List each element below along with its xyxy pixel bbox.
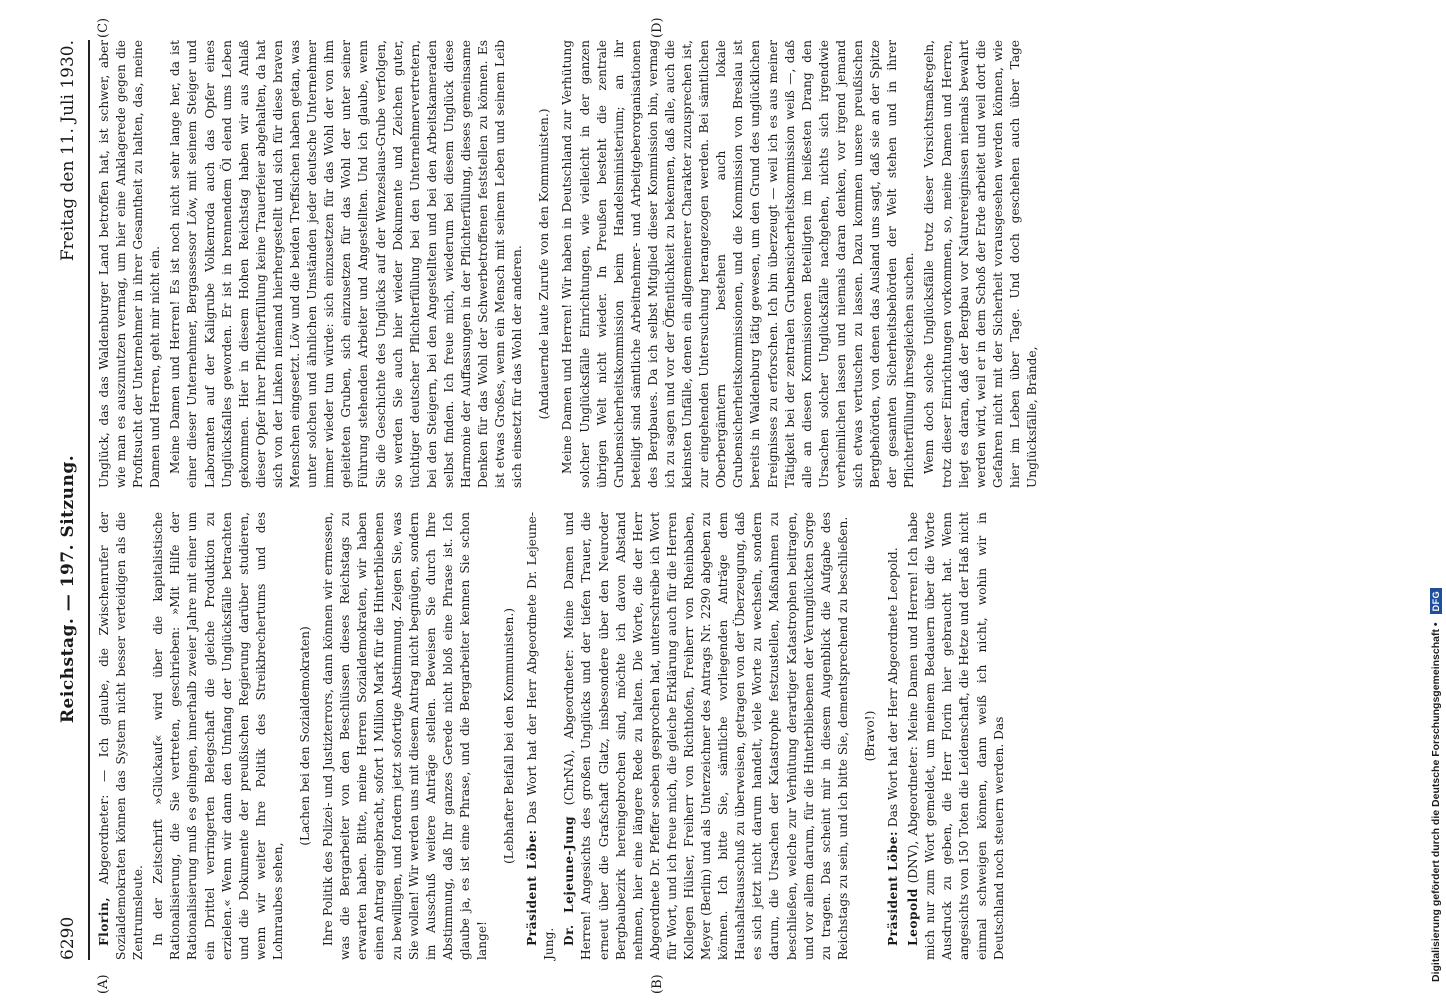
speaker-role: Abgeordneter: bbox=[97, 794, 111, 885]
paragraph-text: Wenn doch solche Unglücksfälle trotz dieser Vorsichtsmaßregeln, trotz dieser Einrichtungen vorkommen, so, meine Damen und Herren, liegt es daran, daß der Bergbau vor Naturereignissen niemals bewahrt werden wird, weil er in dem Schoß der Erde arbeitet und weil dort die Gefahren nicht mit der Sicherheit vorausgesehen werden können, wie hier im Leben über Tage. Und doch geschehen auch über Tage Unglücksfälle, Brände, bbox=[922, 40, 1039, 488]
paragraph bbox=[561, 512, 852, 960]
paragraph bbox=[885, 512, 902, 960]
speaker-name: Präsident Löbe: bbox=[886, 831, 901, 946]
paragraph bbox=[559, 40, 918, 488]
session-title: Reichstag. — 197. Sitzung. bbox=[58, 454, 78, 724]
paragraph bbox=[320, 512, 491, 960]
speaker-role: (DNV), Abgeordneter: bbox=[906, 746, 921, 884]
margin-marker-b: (B) bbox=[650, 974, 665, 994]
paragraph bbox=[167, 40, 526, 488]
paragraph bbox=[96, 512, 147, 960]
paragraph bbox=[150, 512, 287, 960]
speaker-name: Florin, bbox=[97, 896, 111, 946]
stage-direction: (Bravo!) bbox=[862, 710, 877, 762]
paragraph bbox=[96, 40, 164, 488]
rotated-page bbox=[50, 0, 1320, 1000]
page-header bbox=[58, 40, 90, 960]
funding-note: Digitalisierung gefördert durch die Deutsche Forschungsgemeinschaft • bbox=[1430, 622, 1442, 982]
paragraph-text: Unglück, das das Waldenburger Land betroffen hat, ist schwer, aber wie man es auszunutzen vermag, um hier eine Anklagerede gegen die Profitsucht der Unternehmer in ihrer Gesamtheit zu halten, das, meine Damen und Herren, geht mir nicht ein. bbox=[97, 40, 163, 488]
paragraph-text: Meine Damen und Herren! Wir haben in Deutschland zur Verhütung solcher Unglücksfälle Einrichtungen, wie vielleicht in der ganzen übrigen Welt nicht wieder. In Preußen besteht die zentrale Grubensicherheitskommission beim Handelsministerium; an ihr beteiligt sind sämtliche Arbeitnehmer- und Arbeitgeberorganisationen des Bergbaues. Da ich selbst Mitglied dieser Kommission bin, vermag ich zu sagen und vor der Öffentlichkeit zu bekennen, daß alle, auch die kleinsten Unfälle, denen ein allgemeinerer Charakter zuzusprechen ist, zur eingehenden Untersuchung herangezogen werden. Bei sämtlichen Oberbergämtern bestehen auch lokale Grubensicherheitskommissionen, und die Kommission von Breslau ist bereits in Waldenburg tätig gewesen, um den Grund des unglücklichen Ereignisses zu erforschen. Ich bin überzeugt — weil ich es aus meiner Tätigkeit bei der zentralen Grubensicherheitskommission weiß —, daß alle an diesen Kommissionen Beteiligten im heißesten Drang den Ursachen solcher Unglücksfälle nachgehen, nichts sich irgendwie verheimlichen lassen und niemals daran denken, vor irgend jemand sich etwas vertuschen zu lassen. Dazu kommen unsere preußischen Bergbehörden, von denen das Ausland uns sagt, daß sie an der Spitze der gesamten Sicherheitsbehörden der Welt stehen und in ihrer Pflichterfüllung ihresgleichen suchen. bbox=[560, 40, 917, 488]
session-date: Freitag den 11. Juli 1930. bbox=[58, 40, 78, 262]
right-column bbox=[96, 40, 1044, 488]
document-page bbox=[50, 0, 1320, 1000]
speaker-role: (ChrNA), Abgeordneter: bbox=[562, 649, 577, 806]
speaker-name: Leopold bbox=[906, 888, 921, 946]
funding-strip bbox=[1404, 0, 1442, 1000]
text-columns bbox=[90, 40, 1044, 960]
paragraph bbox=[921, 40, 1041, 488]
stage-direction: (Andauernde laute Zurufe von den Kommunisten.) bbox=[537, 108, 552, 420]
paragraph-text: Meine Damen und Herren! Es ist noch nicht sehr lange her, da ist einer dieser Unternehmer, Bergassessor Löw, mit seinem Steiger und Laboranten auf der Kaligrube Volkenroda auch das Opfer eines Unglücksfalles geworden. Er ist in brennendem Öl elend ums Leben gekommen. Hier in diesem Hohen Reichstag haben wir aus Anlaß dieser Opfer ihrer Pflichterfüllung keine Trauerfeier abgehalten, da hat sich von der Linken niemand hierhergestellt und sich für diese braven Menschen eingesetzt. Löw und die beiden Treffsichen haben getan, was unter solchen und ähnlichen Umständen jeder deutsche Unternehmer immer wieder tun würde: sich einzusetzen für das Wohl der von ihm geleiteten Gruben, sich einzusetzen für das Wohl der unter seiner Führung stehenden Arbeiter und Angestellten. Und ich glaube, wenn Sie die Geschichte des Unglücks auf der Wenzeslaus-Grube verfolgen, so werden Sie auch hier wieder Dokumente und Zeichen guter, tüchtiger deutscher Pflichterfüllung bei den Unternehmervertretern, bei den Steigern, bei den Angestellten und bei den Arbeitskameraden selbst finden. Ich freue mich, wiederum bei diesem Unglück diese Harmonie der Auffassungen in der Pflichterfüllung, dieses gemeinsame Denken für das Wohl der Schwerbetroffenen feststellen zu können. Es ist etwas Großes, wenn ein Mensch mit seinem Leben und seinem Leib sich einsetzt für das Wohl der anderen. bbox=[168, 40, 525, 488]
paragraph-text: Das Wort hat der Herr Abgeordnete Dr. Lejeune-Jung. bbox=[525, 512, 557, 960]
margin-marker-d: (D) bbox=[650, 17, 665, 38]
paragraph bbox=[905, 512, 1008, 960]
paragraph-text: Meine Damen und Herren! Angesichts des großen Unglücks und der tiefen Trauer, die erneut über die Grafschaft Glatz, insbesondere über den Neuroder Bergbaubezirk hereingebrochen sind, möchte ich davon Abstand nehmen, hier eine längere Rede zu halten. Die Worte, die der Herr Abgeordnete Dr. Pfeffer soeben gesprochen hat, unterschreibe ich Wort für Wort, und ich freue mich, die gleiche Erklärung auch für die Herren Kollegen Hülser, Freiherr von Richthofen, Freiherr von Rheinbaben, Meyer (Berlin) und als Unterzeichner des Antrags Nr. 2290 abgeben zu können. Ich bitte Sie, sämtliche vorliegenden Anträge dem Haushaltsausschuß zu überweisen, getragen von der Überzeugung, daß es sich jetzt nicht darum handelt, viele Worte zu wechseln, sondern darum, die Ursachen der Katastrophe festzustellen, Maßnahmen zu beschließen, welche zur Verhütung derartiger Katastrophen beitragen, und vor allem darum, für die Hinterbliebenen der Verunglückten Sorge zu tragen. Das scheint mir in diesem Augenblick die Aufgabe des Reichstags zu sein, und ich bitte Sie, dementsprechend zu beschließen. bbox=[562, 511, 850, 960]
dfg-logo: DFG bbox=[1430, 588, 1442, 615]
speaker-name: Präsident Löbe: bbox=[525, 829, 540, 946]
paragraph bbox=[524, 512, 558, 960]
speaker-name: Dr. Lejeune-Jung bbox=[562, 815, 577, 946]
margin-marker-a: (A) bbox=[96, 974, 111, 994]
stage-direction: (Lachen bei den Sozialdemokraten) bbox=[298, 626, 313, 846]
paragraph-text: — Ich glaube, die Zwischenrufer der Sozialdemokraten können das System nicht besser verteidigen als die Zentrumsleute. bbox=[97, 511, 146, 960]
page-number: 6290 bbox=[58, 916, 78, 960]
margin-marker-c: (C) bbox=[96, 17, 111, 38]
paragraph-text: In der Zeitschrift »Glückauf« wird über die kapitalistische Rationalisierung, die Sie vertreten, geschrieben: »Mit Hilfe der Rationalisierung muß es gelingen, innerhalb zweier Jahre mit einer um ein Drittel verringerten Belegschaft die gleiche Produktion zu erzielen.« Wenn wir dann den Umfang der Unglücksfälle betrachten und die Dokumente der preußischen Regierung darüber studieren, wenn wir weiter Ihre Politik des Streikbrechertums und des Lohnraubes sehen, bbox=[151, 512, 285, 960]
paragraph-text: Ihre Politik des Polizei- und Justizterrors, dann können wir ermessen, was die Bergarbeiter von den Beschlüssen dieses Reichstags zu erwarten haben. Bitte, meine Herren Sozialdemokraten, wir haben einen Antrag eingebracht, sofort 1 Million Mark für die Hinterbliebenen zu bewilligen, und fordern jetzt sofortige Abstimmung. Zeigen Sie, was Sie wollen! Wir werden uns mit diesem Antrag nicht begnügen, sondern im Ausschuß weitere Anträge stellen. Beweisen Sie durch Ihre Abstimmung, daß Ihr ganzes Gerede nicht bloß eine Phrase ist. Ich glaube ja, es ist eine Phrase, und die Bergarbeiter kennen Sie schon lange! bbox=[321, 512, 489, 960]
stage-direction: (Lebhafter Beifall bei den Kommunisten.) bbox=[502, 608, 517, 865]
paragraph-text: Das Wort hat der Herr Abgeordnete Leopold. bbox=[886, 547, 901, 828]
left-column bbox=[96, 512, 1044, 960]
paragraph-text: Meine Damen und Herren! Ich habe mich nur zum Wort gemeldet, um meinem Bedauern über die Worte Ausdruck zu geben, die Herr Florin hier gebraucht hat. Wenn angesichts von 150 Toten die Leidenschaft, die Hetze und der Haß nicht einmal schweigen können, dann weiß ich nicht, wohin wir in Deutschland noch steuern werden. Das bbox=[906, 511, 1006, 960]
